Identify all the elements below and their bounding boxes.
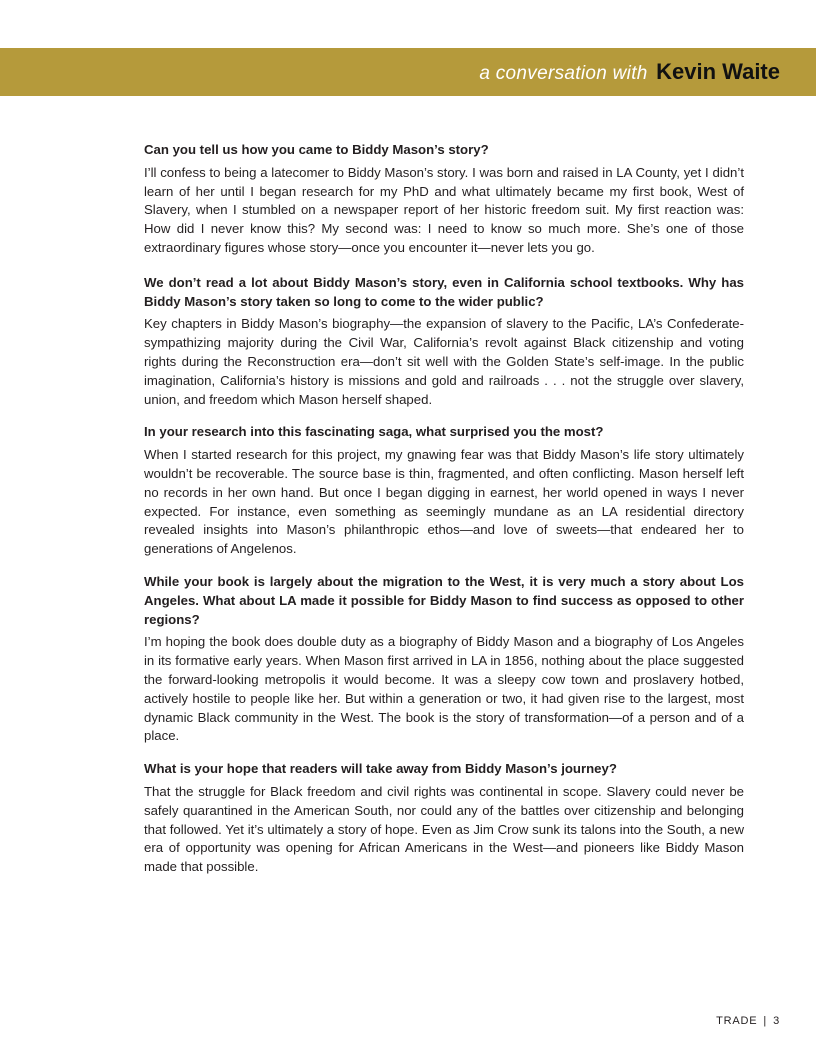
header-author-name: Kevin Waite xyxy=(656,59,780,84)
question: While your book is largely about the migration to the West, it is very much a story about Los Angeles. What about LA made it possible for Biddy Mason to find success as opposed to other regions? xyxy=(144,573,744,627)
footer-section-label: TRADE xyxy=(716,1015,758,1027)
header-prefix: a conversation with xyxy=(479,63,648,84)
qa-item xyxy=(144,760,744,877)
question: What is your hope that readers will take away from Biddy Mason’s journey? xyxy=(144,761,617,777)
page-number: 3 xyxy=(773,1015,780,1027)
header-title xyxy=(479,59,780,85)
answer: That the struggle for Black freedom and civil rights was continental in scope. Slavery could never be safely quarantined in the American South, nor could any of the battles over citizenship and belonging that followed. Yet it’s ultimately a story of hope. Even as Jim Crow sunk its talons into the South, a new era of opportunity was opening for African Americans in the West—and pioneers like Biddy Mason made that possible. xyxy=(144,783,744,875)
qa-item xyxy=(144,274,744,410)
footer-separator: | xyxy=(763,1015,768,1027)
question: We don’t read a lot about Biddy Mason’s story, even in California school textbooks. Why has Biddy Mason’s story taken so long to come to the wider public? xyxy=(144,274,744,309)
qa-item xyxy=(144,141,744,258)
answer: Key chapters in Biddy Mason’s biography—the expansion of slavery to the Pacific, LA’s Confederate-sympathizing majority during the Civil War, California’s revolt against Black citizenship and voting rights during the Reconstruction era—don’t sit well with the Golden State’s self-image. In the public imagination, California’s history is missions and gold and railroads . . . not the struggle over slavery, union, and freedom which Mason herself shaped. xyxy=(144,316,744,407)
interview-body xyxy=(144,141,744,891)
header-banner xyxy=(0,48,816,96)
qa-item xyxy=(144,573,744,746)
qa-item xyxy=(144,423,744,559)
answer: I’ll confess to being a latecomer to Biddy Mason’s story. I was born and raised in LA County, yet I didn’t learn of her until I began research for my PhD and what ultimately became my first book, West of Slavery, when I stumbled on a newspaper report of her historic freedom suit. My first reaction was: How did I never know this? My second was: I need to know so much more. She’s one of those extraordinary figures whose story—once you encounter it—never lets you go. xyxy=(144,164,744,255)
page-footer xyxy=(716,1015,780,1027)
question: Can you tell us how you came to Biddy Mason’s story? xyxy=(144,142,489,157)
question: In your research into this fascinating saga, what surprised you the most? xyxy=(144,424,604,440)
answer: I’m hoping the book does double duty as a biography of Biddy Mason and a biography of Los Angeles in its formative early years. When Mason first arrived in LA in 1856, nothing about the place suggested the forward-looking metropolis it would become. It was a sleepy cow town and proslavery hotbed, actively hostile to people like her. But within a generation or two, it had given rise to the largest, most dynamic Black community in the West. The book is the story of transformation—of a person and of a place. xyxy=(144,634,744,744)
answer: When I started research for this project, my gnawing fear was that Biddy Mason’s life story ultimately wouldn’t be recoverable. The source base is thin, fragmented, and often conflicting. Mason herself left no records in her own hand. But once I began digging in earnest, her world opened in ways I never expected. For instance, even something as seemingly mundane as an LA residential directory revealed insights into Mason’s philanthropic ethos—and love of sweets—that endeared her to generations of Angelenos. xyxy=(144,447,744,557)
